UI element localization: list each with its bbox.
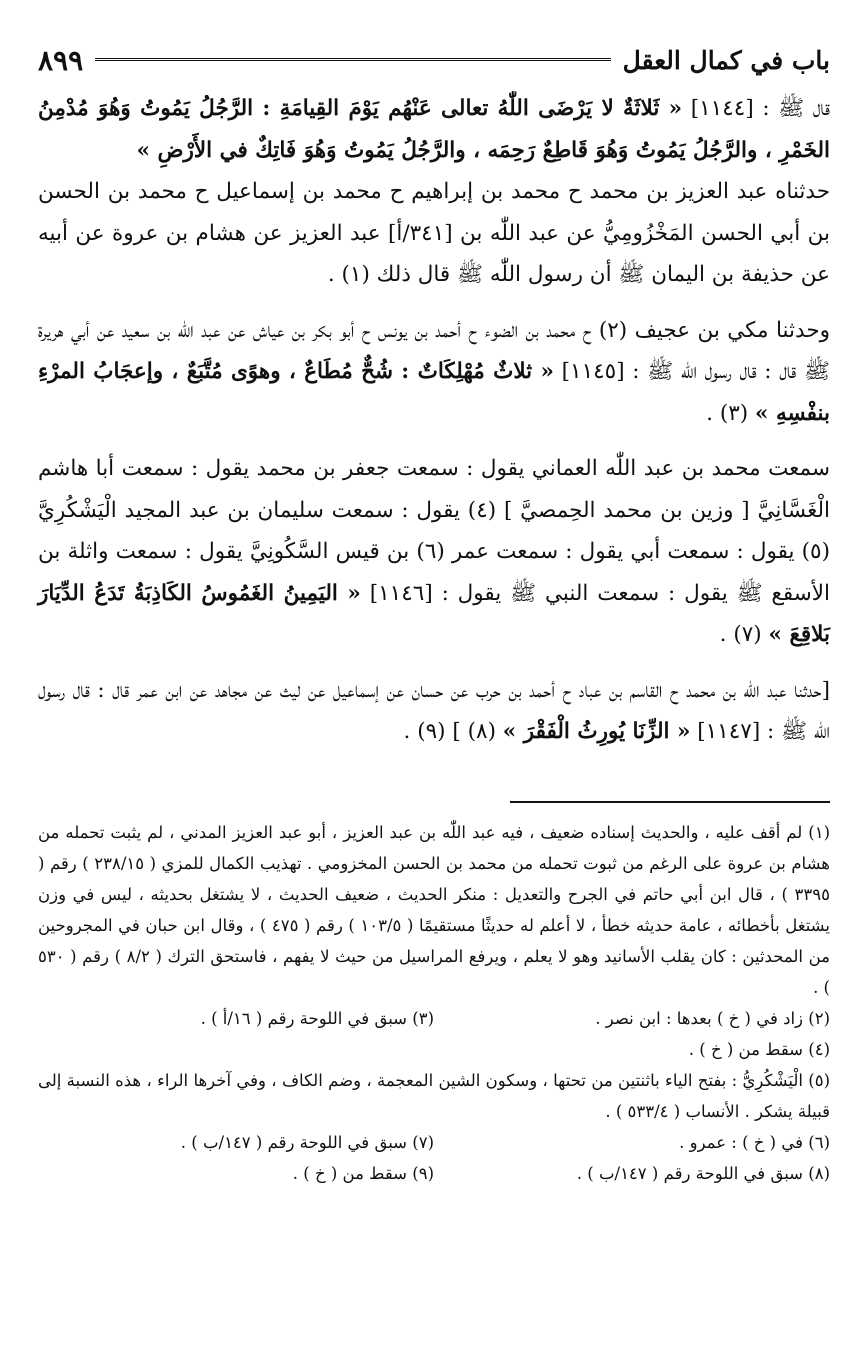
paragraph-hadith-1144 [38, 88, 830, 171]
paragraph-isnad-1144: حدثناه عبد العزيز بن محمد ح محمد بن إبراهيم ح محمد بن إسماعيل ح محمد بن الحسن بن أبي الحسن المَخْزُومِيُّ عن عبد اللّٰه بن [٣٤١/أ] عبد العزيز عن هشام بن عروة عن أبيه عن حذيفة بن اليمان ﷺ أن رسول اللّٰه ﷺ قال ذلك (١) . [38, 179, 830, 287]
footnote-5: (٥) الْيَشْكُرِيُّ : بفتح الياء باثنتين من تحتها ، وسكون الشين المعجمة ، وضم الكاف ، وفي آخرها الراء ، هذه النسبة إلى قبيلة يشكر . الأنساب ( ٥٣٣/٤ ) . [38, 1070, 830, 1121]
footnote-9: (٩) سقط من ( خ ) . [292, 1163, 434, 1183]
footnote-6: (٦) في ( خ ) : عمرو . [679, 1132, 830, 1152]
main-text [38, 88, 830, 753]
footnote-row [38, 1127, 830, 1158]
footnote-ref: (٧) . [719, 622, 769, 647]
footnote-separator [510, 801, 830, 803]
hadith-text: « اليَمِينُ الغَمُوسُ الكَاذِبَةُ تَدَعُ الدِّيَارَ بَلاقِعَ » [38, 580, 830, 647]
paragraph-hadith-1147 [38, 670, 830, 753]
hadith-text: « الزِّنَا يُورِثُ الْفَقْرَ » [502, 719, 691, 744]
footnote-ref: (٨) ] (٩) . [403, 719, 503, 744]
footnote-3: (٣) سبق في اللوحة رقم ( ١٦/أ ) . [200, 1008, 434, 1028]
chapter-title: باب في كمال العقل [622, 45, 830, 75]
footnote-row [38, 1003, 830, 1034]
paragraph-hadith-1145 [38, 310, 830, 435]
footnote-row [38, 1158, 830, 1189]
hadith-intro: قال ﷺ : [١١٤٤] [682, 96, 830, 121]
footnote-7: (٧) سبق في اللوحة رقم ( ١٤٧/ب ) . [180, 1132, 434, 1152]
footnotes [38, 817, 830, 1189]
hadith-text: « ثلاثٌ مُهْلِكَاتٌ : شُحٌّ مُطَاعٌ ، وهوًى مُتَّبَعٌ ، وإعجَابُ المرْءِ بنفْسِهِ » [38, 359, 830, 426]
paragraph-hadith-1146 [38, 448, 830, 656]
isnad-text: وحدثنا مكي بن عجيف (٢) ح محمد بن الضوء ح أحمد بن يونس ح أبو بكر بن عياش عن عبد اللّٰه بن سعيد عن أبي هريرة ﷺ قال : قال رسول اللّٰه ﷺ : [١١٤٥] [38, 317, 830, 384]
isnad-text: [حدثنا عبد اللّٰه بن محمد ح القاسم بن عباد ح أحمد بن حرب عن حسان عن إسماعيل عن ليث عن مجاهد عن ابن عمر قال : قال رسول اللّٰه ﷺ : [١١٤٧] [38, 677, 830, 744]
hadith-text: « ثَلاثَةٌ لا يَرْضَى اللّٰهُ تعالى عَنْهُم يَوْمَ القِيامَةِ : الرَّجُلُ يَمُوتُ وَهُوَ مُدْمِنُ الخَمْرِ ، والرَّجُلُ يَمُوتُ وَهُوَ قَاطِعٌ رَحِمَه ، والرَّجُلُ يَمُوتُ وَهُوَ فَاتِكٌ في الأَرْضِ » [38, 96, 830, 163]
footnote-8: (٨) سبق في اللوحة رقم ( ١٤٧/ب ) . [576, 1163, 830, 1183]
footnote-4: (٤) سقط من ( خ ) . [688, 1039, 830, 1059]
footnote-1: (١) لم أقف عليه ، والحديث إسناده ضعيف ، فيه عبد اللّٰه بن عبد العزيز ، أبو عبد العزيز المدني ، لم يثبت تحمله من هشام بن عروة على الرغم من ثبوت تحمله من محمد بن الحسن المخزومي . تهذيب الكمال للمزي ( ٢٣٨/١٥ ) رقم ( ٣٣٩٥ ) ، قال ابن أبي حاتم في الجرح والتعديل : منكر الحديث ، ضعيف الحديث ، لا يشتغل بحديثه ، ليس في وزن يشتغل بأخطائه ، عامة حديثه خطأ ، لا أعلم له حديثًا مستقيمًا ( ١٠٣/٥ ) رقم ( ٤٧٥ ) ، وقال ابن حبان في المجروحين من المحدثين : كان يقلب الأسانيد وهو لا يعلم ، ويرفع المراسيل من حيث لا يفهم ، فاستحق الترك ( ٨/٢ ) رقم ( ٥٣٠ ) . [38, 822, 830, 997]
page-number: ٨٩٩ [38, 43, 84, 77]
header-rule [95, 58, 611, 63]
footnote-ref: (٣) . [706, 400, 756, 426]
footnote-2: (٢) زاد في ( خ ) بعدها : ابن نصر . [595, 1008, 830, 1028]
page-header [38, 38, 830, 82]
isnad-text: سمعت محمد بن عبد اللّٰه العماني يقول : سمعت جعفر بن محمد يقول : سمعت أبا هاشم الْغَسَّانِيَّ [ وزين بن محمد الحِمصيَّ ] (٤) يقول : سمعت سليمان بن عبد المجيد الْيَشْكُرِيَّ (٥) يقول : سمعت أبي يقول : سمعت عمر (٦) بن قيس السَّكُونِيَّ يقول : سمعت واثلة بن الأسقع ﷺ يقول : سمعت النبي ﷺ يقول : [١١٤٦] [38, 456, 830, 606]
